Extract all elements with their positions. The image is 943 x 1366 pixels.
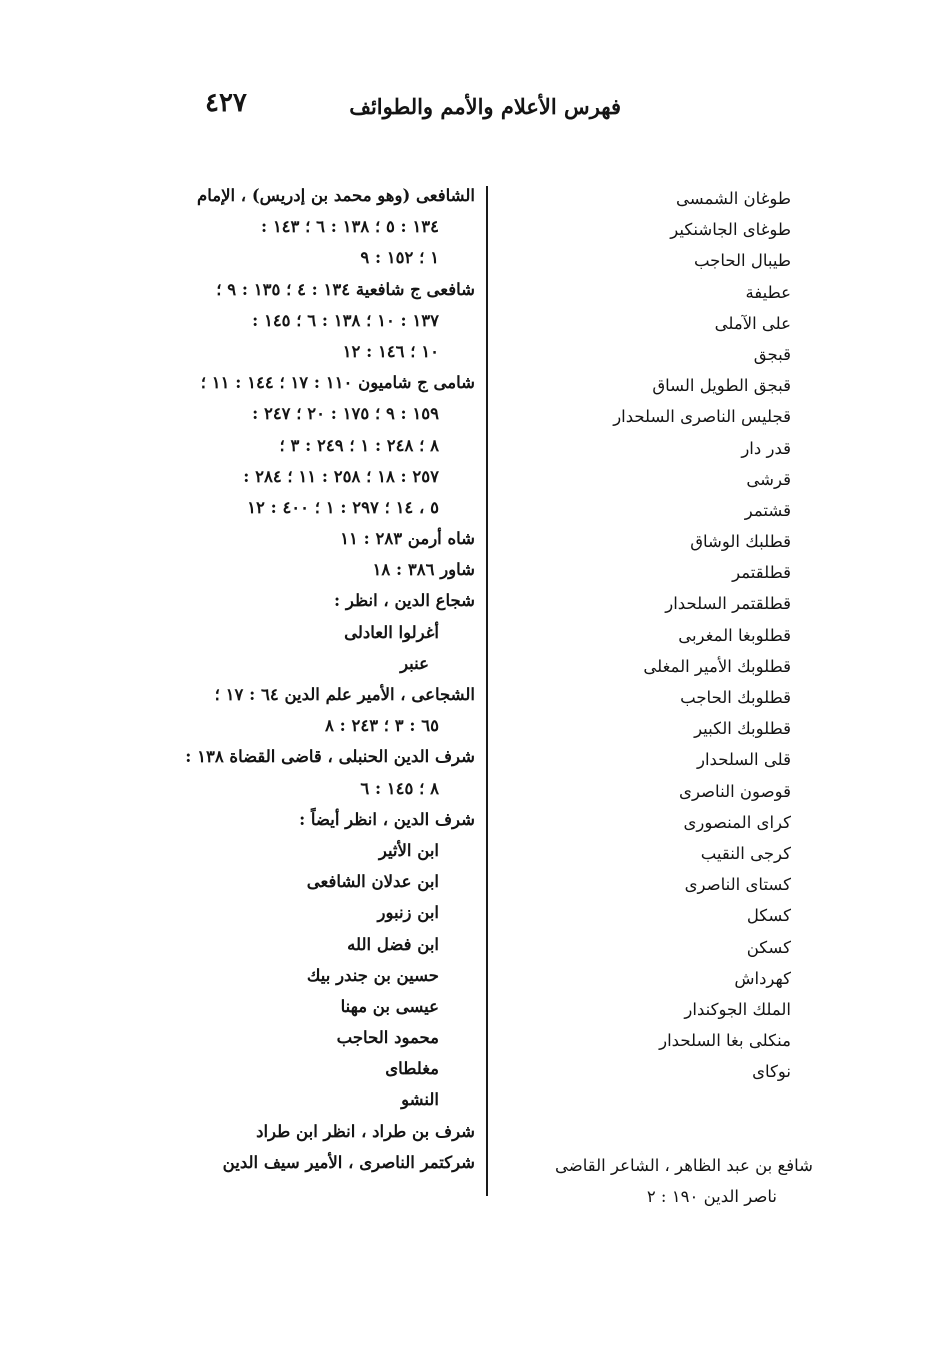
index-entry: عطيفة	[745, 282, 791, 302]
index-entry: كهرداش	[734, 968, 791, 988]
index-entry: شرف الدين الحنبلى ، قاضى القضاة ١٣٨ :	[185, 747, 475, 767]
bottom-right-entry	[493, 1150, 813, 1212]
index-entry-continuation: ابن عدلان الشافعى	[306, 872, 439, 892]
index-entry: قجليس الناصرى السلحدار	[613, 407, 791, 427]
index-entry-continuation: ١٠ ؛ ١٤٦ : ١٢	[342, 341, 439, 361]
index-entry: على الآملى	[714, 313, 791, 333]
index-entry: قرشى	[746, 469, 791, 489]
index-entry: كراى المنصورى	[683, 812, 791, 832]
index-entry-continuation: عنبر	[400, 653, 429, 673]
index-entry-continuation: ١ ؛ ١٥٢ : ٩	[360, 248, 439, 268]
index-entry-continuation: ٦٥ : ٣ ؛ ٢٤٣ : ٨	[325, 716, 439, 736]
index-entry-continuation: ٥ ، ١٤ ؛ ٢٩٧ : ١ ؛ ٤٠٠ : ١٢	[247, 497, 439, 517]
index-entry: كسكن	[746, 937, 791, 957]
index-entry: طوغان الشمسى	[675, 189, 791, 208]
column-divider	[486, 186, 488, 1196]
index-entry: قدر دار	[741, 438, 791, 458]
index-entry: كرجى النقيب	[700, 843, 791, 863]
index-entry: قلى السلحدار	[696, 750, 791, 770]
index-column-left	[165, 180, 475, 1178]
index-entry-continuation: ٨ ؛ ١٤٥ : ٦	[360, 778, 439, 798]
index-entry: شرف الدين ، انظر أيضاً :	[299, 809, 475, 829]
index-entry: كسكل	[746, 906, 791, 926]
index-entry-continuation: عيسى بن مهنا	[340, 996, 439, 1016]
index-entry-continuation: ٢٥٧ : ١٨ ؛ ٢٥٨ : ١١ ؛ ٢٨٤ :	[243, 466, 439, 486]
index-entry: قطلبك الوشاق	[690, 532, 791, 552]
index-entry-continuation: ابن الأثير	[378, 840, 439, 860]
index-entry: الشجاعى ، الأمير علم الدين ٦٤ : ١٧ ؛	[214, 685, 475, 704]
index-entry: شامى ج شاميون ١١٠ : ١٧ ؛ ١٤٤ : ١١ ؛	[200, 373, 475, 393]
index-entry-continuation: محمود الحاجب	[336, 1028, 439, 1048]
index-entry: الشافعى (وهو محمد بن إدريس) ، الإمام	[196, 186, 475, 205]
index-entry: كستاى الناصرى	[684, 875, 791, 895]
index-entry-continuation: حسين بن جندر بيك	[306, 965, 439, 985]
index-entry: قطلوبك الأمير المغلى	[643, 656, 791, 676]
index-entry: قطلقتمر السلحدار	[665, 594, 791, 614]
index-entry-continuation: النشو	[401, 1090, 439, 1110]
index-entry: شاور ٣٨٦ : ١٨	[372, 560, 475, 580]
index-entry: الملك الجوكندار	[684, 999, 791, 1019]
index-entry-continuation: ١٣٧ : ١٠ ؛ ١٣٨ : ٦ ؛ ١٤٥ :	[252, 310, 439, 330]
index-entry-continuation: ابن زنبور	[377, 903, 439, 923]
index-entry: نوكاى	[752, 1062, 791, 1082]
index-entry: قطلوبك الحاجب	[680, 688, 791, 707]
index-entry: قطلقتمر	[732, 563, 791, 583]
index-entry-continuation: مغلطاى	[385, 1059, 439, 1079]
index-column-right	[451, 183, 791, 1087]
index-entry: شافع بن عبد الظاهر ، الشاعر القاضى	[555, 1156, 813, 1175]
index-entry: شرف بن طراد ، انظر ابن طراد	[256, 1121, 475, 1141]
index-entry: قطلوبك الكبير	[694, 719, 791, 739]
index-entry-continuation: ابن فضل الله	[347, 934, 439, 954]
index-entry: طيبال الحاجب	[693, 251, 791, 271]
index-entry: شجاع الدين ، انظر :	[334, 591, 475, 611]
index-entry: شاه أرمن ٢٨٣ : ١١	[340, 529, 475, 549]
index-entry-continuation: ناصر الدين ١٩٠ : ٢	[646, 1187, 777, 1207]
index-entry: قشتمر	[744, 500, 791, 520]
index-entry: شركتمر الناصرى ، الأمير سيف الدين	[222, 1152, 475, 1172]
index-entry-continuation: ٨ ؛ ٢٤٨ : ١ ؛ ٢٤٩ : ٣ ؛	[279, 435, 439, 455]
index-entry: شافعى ج شافعية ١٣٤ : ٤ ؛ ١٣٥ : ٩ ؛	[216, 279, 475, 299]
index-entry: قطلوبغا المغربى	[678, 625, 791, 645]
index-entry: طوغاى الجاشنكير	[670, 220, 791, 240]
index-entry-continuation: ١٣٤ : ٥ ؛ ١٣٨ : ٦ ؛ ١٤٣ :	[260, 217, 439, 237]
index-entry-continuation: ١٥٩ : ٩ ؛ ١٧٥ : ٢٠ ؛ ٢٤٧ :	[252, 404, 439, 424]
page-title: فهرس الأعلام والأمم والطوائف	[349, 94, 621, 119]
page-header	[0, 88, 943, 128]
index-entry: قبجق	[753, 344, 791, 364]
index-entry: منكلى بغا السلحدار	[659, 1031, 791, 1051]
index-entry-continuation: أغرلوا العادلى	[344, 622, 439, 642]
page-number: ٤٢٧	[205, 88, 247, 118]
index-entry: قوصون الناصرى	[679, 781, 791, 801]
index-entry: قبجق الطويل الساق	[652, 376, 791, 396]
